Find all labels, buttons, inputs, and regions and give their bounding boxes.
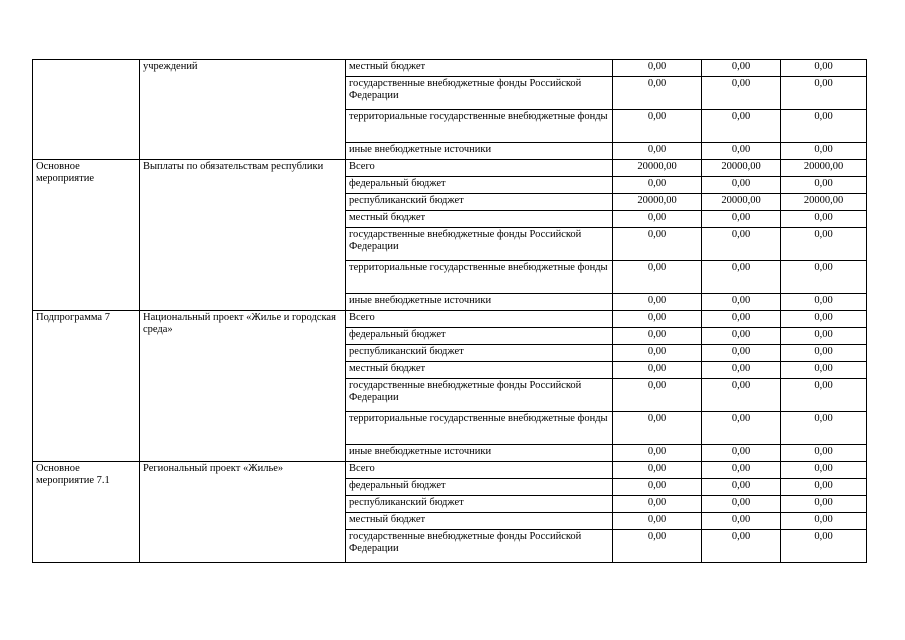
funding-source-cell: федеральный бюджет — [346, 479, 613, 496]
amount-cell: 0,00 — [613, 496, 702, 513]
amount-cell: 0,00 — [702, 211, 781, 228]
amount-cell: 0,00 — [613, 530, 702, 563]
funding-source-cell: республиканский бюджет — [346, 496, 613, 513]
funding-source-cell: территориальные государственные внебюджетные фонды — [346, 412, 613, 445]
amount-cell: 0,00 — [613, 110, 702, 143]
amount-cell: 0,00 — [613, 412, 702, 445]
funding-source-cell: федеральный бюджет — [346, 177, 613, 194]
amount-cell: 0,00 — [702, 328, 781, 345]
amount-cell: 0,00 — [702, 177, 781, 194]
amount-cell: 0,00 — [781, 362, 867, 379]
amount-cell: 0,00 — [702, 294, 781, 311]
amount-cell: 0,00 — [613, 60, 702, 77]
budget-table-body — [33, 60, 867, 563]
amount-cell: 20000,00 — [613, 160, 702, 177]
table-row — [33, 462, 867, 479]
amount-cell: 0,00 — [781, 496, 867, 513]
amount-cell: 0,00 — [781, 328, 867, 345]
amount-cell: 0,00 — [781, 462, 867, 479]
amount-cell: 0,00 — [613, 261, 702, 294]
funding-source-cell: государственные внебюджетные фонды Российской Федерации — [346, 530, 613, 563]
amount-cell: 20000,00 — [702, 194, 781, 211]
item-type-cell: Основное мероприятие — [33, 160, 140, 311]
amount-cell: 0,00 — [702, 143, 781, 160]
amount-cell: 20000,00 — [702, 160, 781, 177]
amount-cell: 0,00 — [781, 261, 867, 294]
funding-source-cell: местный бюджет — [346, 60, 613, 77]
amount-cell: 0,00 — [702, 513, 781, 530]
funding-source-cell: республиканский бюджет — [346, 194, 613, 211]
amount-cell: 0,00 — [781, 379, 867, 412]
amount-cell: 0,00 — [702, 530, 781, 563]
amount-cell: 0,00 — [613, 513, 702, 530]
amount-cell: 20000,00 — [781, 160, 867, 177]
amount-cell: 0,00 — [702, 311, 781, 328]
item-type-cell: Подпрограмма 7 — [33, 311, 140, 462]
amount-cell: 0,00 — [613, 479, 702, 496]
funding-source-cell: местный бюджет — [346, 362, 613, 379]
amount-cell: 0,00 — [781, 412, 867, 445]
table-row — [33, 60, 867, 77]
amount-cell: 0,00 — [702, 445, 781, 462]
amount-cell: 0,00 — [613, 345, 702, 362]
table-row — [33, 160, 867, 177]
amount-cell: 0,00 — [781, 177, 867, 194]
amount-cell: 20000,00 — [781, 194, 867, 211]
amount-cell: 0,00 — [613, 143, 702, 160]
amount-cell: 20000,00 — [613, 194, 702, 211]
amount-cell: 0,00 — [613, 294, 702, 311]
amount-cell: 0,00 — [702, 60, 781, 77]
amount-cell: 0,00 — [781, 110, 867, 143]
funding-source-cell: государственные внебюджетные фонды Российской Федерации — [346, 379, 613, 412]
amount-cell: 0,00 — [613, 77, 702, 110]
amount-cell: 0,00 — [702, 412, 781, 445]
funding-source-cell: иные внебюджетные источники — [346, 445, 613, 462]
amount-cell: 0,00 — [781, 479, 867, 496]
amount-cell: 0,00 — [781, 60, 867, 77]
amount-cell: 0,00 — [781, 445, 867, 462]
amount-cell: 0,00 — [702, 462, 781, 479]
amount-cell: 0,00 — [781, 345, 867, 362]
funding-source-cell: Всего — [346, 160, 613, 177]
amount-cell: 0,00 — [702, 77, 781, 110]
funding-source-cell: государственные внебюджетные фонды Российской Федерации — [346, 77, 613, 110]
amount-cell: 0,00 — [702, 479, 781, 496]
amount-cell: 0,00 — [702, 345, 781, 362]
funding-source-cell: Всего — [346, 462, 613, 479]
amount-cell: 0,00 — [781, 228, 867, 261]
amount-cell: 0,00 — [781, 513, 867, 530]
amount-cell: 0,00 — [781, 530, 867, 563]
amount-cell: 0,00 — [702, 496, 781, 513]
amount-cell: 0,00 — [613, 228, 702, 261]
item-name-cell: Выплаты по обязательствам республики — [140, 160, 346, 311]
amount-cell: 0,00 — [613, 445, 702, 462]
funding-source-cell: местный бюджет — [346, 211, 613, 228]
table-row — [33, 311, 867, 328]
amount-cell: 0,00 — [613, 462, 702, 479]
funding-source-cell: федеральный бюджет — [346, 328, 613, 345]
amount-cell: 0,00 — [781, 294, 867, 311]
document-page — [32, 59, 866, 563]
funding-source-cell: государственные внебюджетные фонды Российской Федерации — [346, 228, 613, 261]
item-name-cell: Региональный проект «Жилье» — [140, 462, 346, 563]
amount-cell: 0,00 — [613, 211, 702, 228]
item-name-cell: учреждений — [140, 60, 346, 160]
amount-cell: 0,00 — [781, 211, 867, 228]
funding-source-cell: республиканский бюджет — [346, 345, 613, 362]
amount-cell: 0,00 — [702, 228, 781, 261]
amount-cell: 0,00 — [702, 379, 781, 412]
amount-cell: 0,00 — [613, 362, 702, 379]
item-type-cell: Основное мероприятие 7.1 — [33, 462, 140, 563]
amount-cell: 0,00 — [702, 261, 781, 294]
amount-cell: 0,00 — [613, 311, 702, 328]
funding-source-cell: иные внебюджетные источники — [346, 143, 613, 160]
funding-source-cell: Всего — [346, 311, 613, 328]
amount-cell: 0,00 — [613, 328, 702, 345]
funding-source-cell: местный бюджет — [346, 513, 613, 530]
funding-source-cell: территориальные государственные внебюджетные фонды — [346, 261, 613, 294]
amount-cell: 0,00 — [702, 362, 781, 379]
item-type-cell — [33, 60, 140, 160]
funding-source-cell: территориальные государственные внебюджетные фонды — [346, 110, 613, 143]
funding-source-cell: иные внебюджетные источники — [346, 294, 613, 311]
amount-cell: 0,00 — [613, 379, 702, 412]
amount-cell: 0,00 — [613, 177, 702, 194]
amount-cell: 0,00 — [781, 311, 867, 328]
amount-cell: 0,00 — [781, 77, 867, 110]
item-name-cell: Национальный проект «Жилье и городская среда» — [140, 311, 346, 462]
amount-cell: 0,00 — [702, 110, 781, 143]
budget-table — [32, 59, 867, 563]
amount-cell: 0,00 — [781, 143, 867, 160]
